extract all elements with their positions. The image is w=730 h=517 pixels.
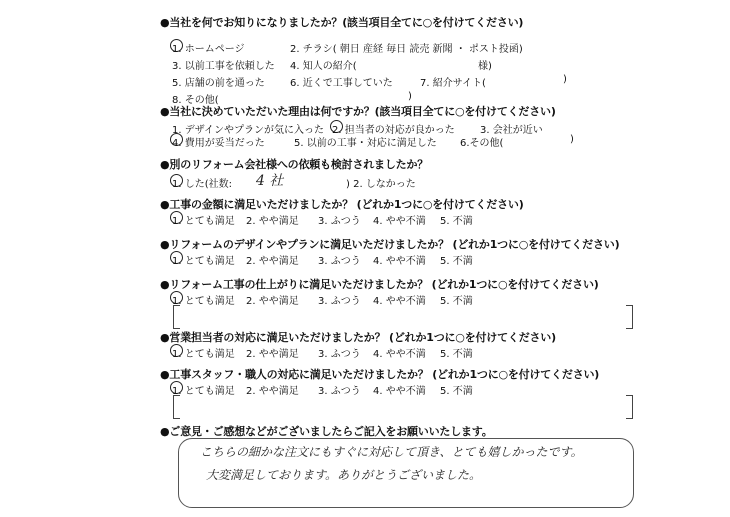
question-2-title: ●当社に決めていただいた理由は何ですか？(該当項目全てに○を付けてください)	[160, 105, 556, 118]
scale-option-1: 1. とても満足	[172, 296, 235, 307]
q1-option-referral-suffix: 様)	[478, 61, 492, 72]
comment-handwritten-line-1: こちらの細かな注文にもすぐに対応して頂き、とても嬉しかったです。	[200, 445, 583, 459]
question-7-title: ●営業担当者の対応に満足いただけましたか？ (どれか1つに○を付けてください)	[160, 331, 556, 344]
q1-option-nearby: 6. 近くで工事していた	[290, 78, 393, 89]
question-5-title: ●リフォームのデザインやプランに満足いただけましたか？ (どれか1つに○を付けてください)	[160, 238, 620, 251]
scale-option-4: 4. やや不満	[373, 349, 426, 360]
scale-option-2: 2. やや満足	[246, 386, 299, 397]
q2-option-other: 6.その他(	[460, 138, 504, 149]
scale-option-1: 1. とても満足	[172, 256, 235, 267]
scale-option-3: 3. ふつう	[318, 386, 361, 397]
scale-option-5: 5. 不満	[440, 216, 473, 227]
q1-option-other-close: )	[408, 91, 412, 102]
question-4-title: ●工事の金額に満足いただけましたか？ (どれか1つに○を付けてください)	[160, 198, 524, 211]
q2-option-near: 3. 会社が近い	[480, 125, 543, 136]
q2-option-staff: 2. 担当者の対応が良かった	[332, 125, 455, 136]
question-1-title: ●当社を何でお知りになりましたか？(該当項目全てに○を付けてください)	[160, 16, 524, 29]
scale-option-2: 2. やや満足	[246, 296, 299, 307]
q1-option-homepage: 1. ホームページ	[172, 44, 245, 55]
q1-option-site: 7. 紹介サイト(	[420, 78, 486, 89]
scale-option-5: 5. 不満	[440, 256, 473, 267]
question-9-title: ●ご意見・ご感想などがございましたらご記入をお願いいたします。	[160, 425, 493, 438]
q2-option-design: 1. デザインやプランが気に入った	[172, 125, 325, 136]
q3-option-yes: 1. した(社数:	[172, 179, 232, 190]
comment-bracket-left	[173, 395, 180, 419]
scale-option-1: 1. とても満足	[172, 216, 235, 227]
q1-option-referral: 4. 知人の紹介(	[290, 61, 357, 72]
question-8-title: ●工事スタッフ・職人の対応に満足いただけましたか？ (どれか1つに○を付けてください)	[160, 368, 600, 381]
q2-option-price: 4. 費用が妥当だった	[172, 138, 265, 149]
q1-option-site-close: )	[563, 74, 567, 85]
q3-handwritten-count: 4 社	[256, 173, 284, 189]
question-6-title: ●リフォーム工事の仕上がりに満足いただけましたか？ (どれか1つに○を付けてください)	[160, 278, 599, 291]
scale-option-5: 5. 不満	[440, 296, 473, 307]
scale-option-4: 4. やや不満	[373, 216, 426, 227]
scale-option-2: 2. やや満足	[246, 349, 299, 360]
scale-option-2: 2. やや満足	[246, 216, 299, 227]
scale-option-5: 5. 不満	[440, 386, 473, 397]
q2-option-other-close: )	[570, 134, 574, 145]
scale-option-4: 4. やや不満	[373, 296, 426, 307]
scale-option-4: 4. やや不満	[373, 386, 426, 397]
q1-option-store: 5. 店舗の前を通った	[172, 78, 265, 89]
scale-option-1: 1. とても満足	[172, 386, 235, 397]
scale-option-2: 2. やや満足	[246, 256, 299, 267]
comment-bracket-right	[626, 395, 633, 419]
comment-bracket-left	[173, 305, 180, 329]
scale-option-3: 3. ふつう	[318, 216, 361, 227]
question-3-title: ●別のリフォーム会社様への依頼も検討されましたか？	[160, 158, 429, 171]
q1-option-flyer: 2. チラシ( 朝日 産経 毎日 読売 新聞 ・ ポスト投函)	[290, 44, 523, 55]
q1-option-other: 8. その他(	[172, 95, 219, 106]
comment-handwritten-line-2: 大変満足しております。ありがとうございました。	[206, 468, 482, 482]
scale-option-3: 3. ふつう	[318, 256, 361, 267]
scale-option-4: 4. やや不満	[373, 256, 426, 267]
scale-option-3: 3. ふつう	[318, 349, 361, 360]
scale-option-1: 1. とても満足	[172, 349, 235, 360]
q3-option-no: ) 2. しなかった	[346, 179, 416, 190]
comment-bracket-right	[626, 305, 633, 329]
scale-option-3: 3. ふつう	[318, 296, 361, 307]
q2-option-satisfied-before: 5. 以前の工事・対応に満足した	[294, 138, 437, 149]
q1-option-previous: 3. 以前工事を依頼した	[172, 61, 275, 72]
scale-option-5: 5. 不満	[440, 349, 473, 360]
